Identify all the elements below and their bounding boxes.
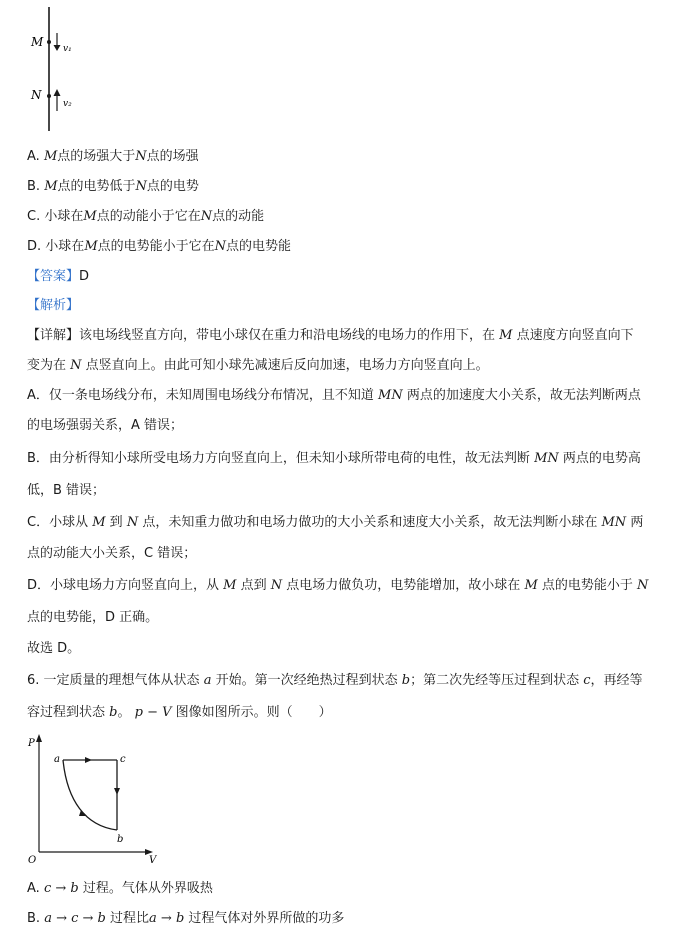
detail-line-2: 变为在 N 点竖直向上。由此可知小球先减速后反向加速，电场力方向竖直向上。 — [27, 358, 489, 373]
analysis-c-line-2: 点的动能大小关系，C 错误； — [27, 546, 197, 561]
q6-line-2: 容过程到状态 b。 p − V 图像如图所示。则（ ） — [27, 705, 332, 720]
answer-tag: 【答案】 — [27, 269, 80, 284]
pv-diagram — [25, 730, 165, 868]
analysis-a-line-1: A．仅一条电场线分布，未知周围电场线分布情况，且不知道 MN 两点的加速度大小关系，故无法判断两点 — [27, 388, 641, 403]
arrow-curve-icon — [79, 810, 87, 816]
label-n: N — [31, 88, 42, 102]
q6-number: 6. — [27, 673, 40, 688]
arrow-down-icon — [114, 788, 120, 795]
axis-label-p: P — [28, 738, 35, 749]
arrow-down-icon — [54, 45, 61, 51]
label-v1: v₁ — [63, 44, 72, 54]
analysis-d-line-1: D．小球电场力方向竖直向上，从 M 点到 N 点电场力做负功，电势能增加，故小球在 M 点的电势能小于 N — [27, 578, 649, 593]
axis-label-v: V — [149, 855, 157, 866]
field-line-figure — [25, 5, 85, 135]
label-m: M — [31, 35, 44, 49]
point-n — [47, 94, 51, 98]
option-d: D. 小球在M点的电势能小于它在N点的电势能 — [27, 239, 292, 254]
q6-option-b: B. a → c → b 过程比a → b 过程气体对外界所做的功多 — [27, 911, 345, 926]
analysis-d-line-2: 点的电势能，D 正确。 — [27, 610, 159, 625]
point-a-label: a — [54, 754, 60, 765]
analysis-b-line-2: 低，B 错误； — [27, 483, 106, 498]
arrow-right-icon — [85, 757, 92, 763]
analysis-c-line-1: C．小球从 M 到 N 点，未知重力做功和电场力做功的大小关系和速度大小关系，故无法判断小球在 MN 两 — [27, 515, 644, 530]
p-axis-arrow-icon — [36, 734, 42, 742]
option-c: C. 小球在M点的动能小于它在N点的动能 — [27, 209, 265, 224]
point-m — [47, 40, 51, 44]
analysis-b-line-1: B．由分析得知小球所受电场力方向竖直向上，但未知小球所带电荷的电性，故无法判断 MN 两点的电势高 — [27, 451, 641, 466]
analysis-a-line-2: 的电场强弱关系，A 错误； — [27, 418, 184, 433]
option-b: B. M点的电势低于N点的电势 — [27, 179, 199, 194]
q6-line-1: 6. 一定质量的理想气体从状态 a 开始。第一次经绝热过程到状态 b；第二次先经等压过程到状态 c，再经等 — [27, 673, 643, 688]
conclusion: 故选 D。 — [27, 641, 81, 656]
arrow-up-icon — [54, 89, 61, 96]
option-a: A. M点的场强大于N点的场强 — [27, 149, 199, 164]
answer-value: D — [79, 269, 90, 284]
detail-line-1: 【详解】该电场线竖直方向，带电小球仅在重力和沿电场线的电场力的作用下，在 M 点速度方向竖直向下 — [27, 328, 634, 343]
answer-line — [27, 268, 89, 286]
process-a-b — [63, 760, 117, 830]
point-b-label: b — [117, 834, 124, 845]
q6-option-a: A. c → b 过程。气体从外界吸热 — [27, 881, 213, 896]
analysis-tag: 【解析】 — [27, 298, 80, 313]
label-v2: v₂ — [63, 99, 72, 109]
origin-label: O — [28, 855, 37, 866]
point-c-label: c — [120, 754, 126, 765]
